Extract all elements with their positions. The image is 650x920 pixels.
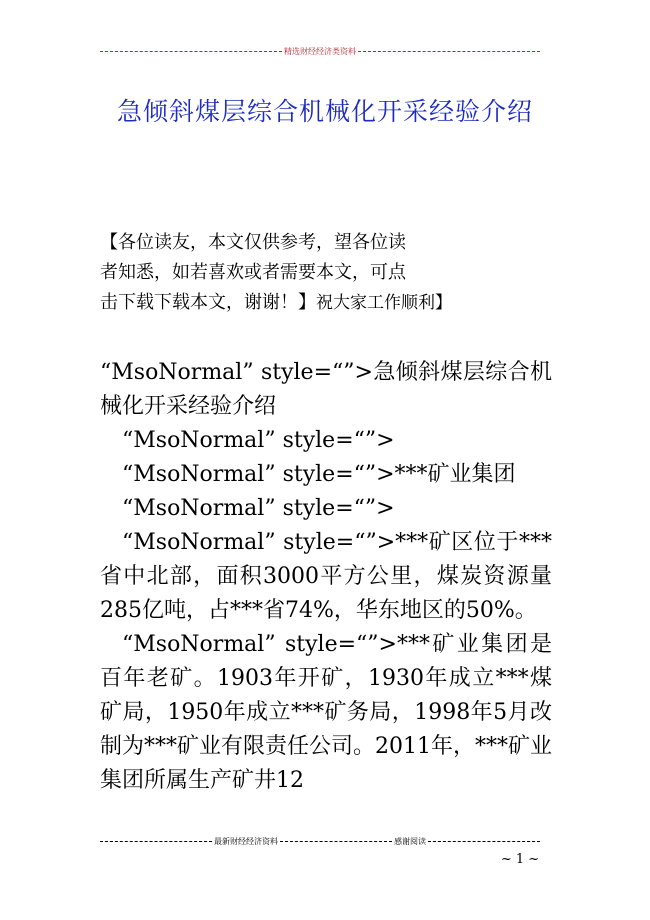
notice-line-3 [100,288,540,318]
body-paragraph-1: “MsoNormal” style=“”>急倾斜煤层综合机械化开采经验介绍 [100,360,552,419]
body-paragraph-4: “MsoNormal” style=“”> [122,496,395,521]
header-dash-right [358,51,540,52]
page-number: ~ 1 ~ [500,852,540,867]
body-paragraph-3: “MsoNormal” style=“”>***矿业集团 [122,462,516,487]
header-dash-left [100,51,282,52]
notice-line-1: 【各位读友，本文仅供参考，望各位读 [100,232,406,253]
body-paragraph-2: “MsoNormal” style=“”> [122,428,395,453]
body-paragraph-5: “MsoNormal” style=“”>***矿区位于***省中北部，面积3000平方公里，煤炭资源量285亿吨，占***省74%，华东地区的50%。 [100,530,552,623]
notice-line-3-text: 击下载下载本文，谢谢！】 [100,292,316,313]
footer-dash-middle [280,841,392,842]
page-header [100,46,540,57]
body-paragraph-6: “MsoNormal” style=“”>***矿业集团是百年老矿。1903年开矿，1930年成立***煤矿局，1950年成立***矿务局，1998年5月改制为***矿业有限责任公司。2011年，***矿业集团所属生产矿井12 [100,632,552,793]
document-title: 急倾斜煤层综合机械化开采经验介绍 [116,97,533,126]
footer-right-label: 感谢阅读 [394,837,426,846]
notice-line-3-tail: 祝大家工作顺利】 [316,293,452,313]
footer-dash-right [428,841,540,842]
reader-notice [100,228,540,318]
document-body [100,356,552,798]
footer-dash-left [100,841,212,842]
footer-left-label: 最新财经经济资料 [214,837,278,846]
page-footer [100,836,540,847]
header-label: 精选财经经济类资料 [284,47,356,56]
notice-line-2: 者知悉，如若喜欢或者需要本文，可点 [100,262,406,283]
